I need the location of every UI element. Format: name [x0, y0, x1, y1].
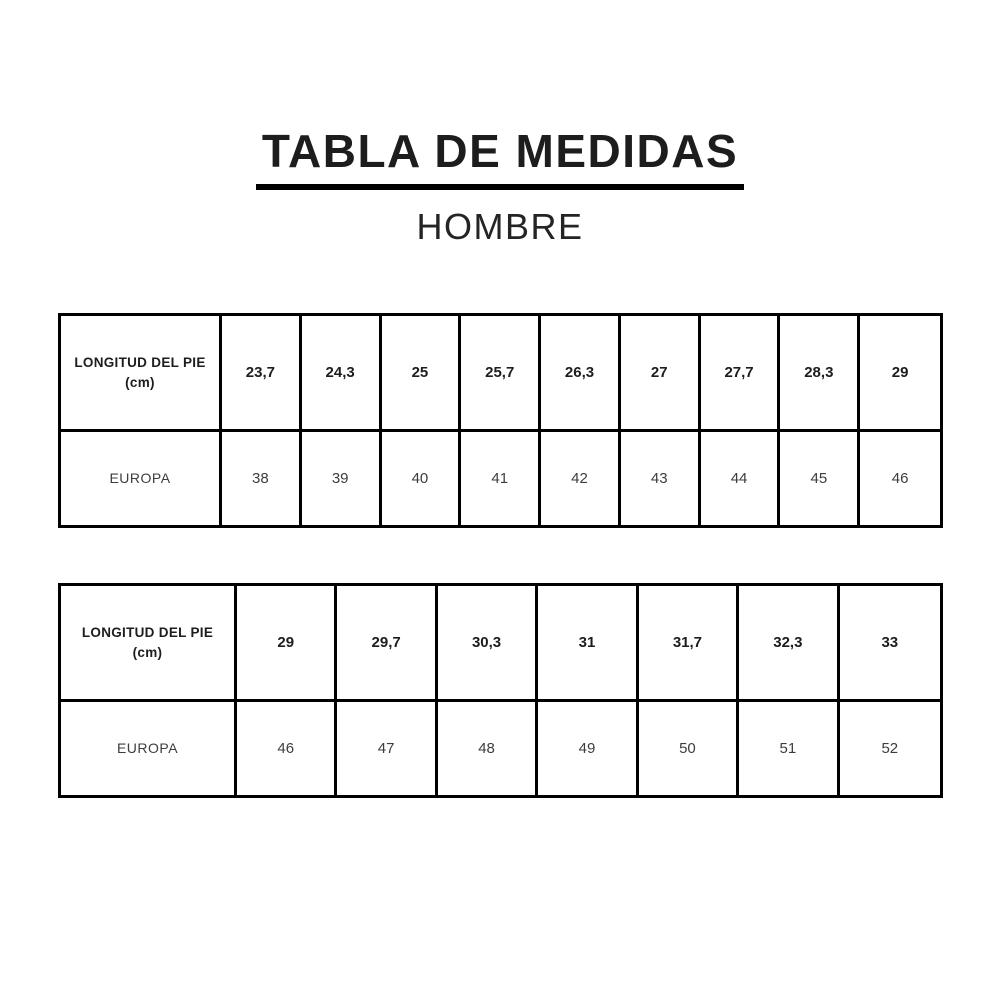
foot-length-value-cell: 27: [621, 316, 701, 432]
foot-length-value-cell: 33: [840, 586, 940, 702]
eu-size-value-cell: 39: [302, 432, 382, 525]
size-table-part-1: [58, 313, 943, 528]
eu-size-value-cell: 49: [538, 702, 638, 795]
foot-length-value-cell: 31: [538, 586, 638, 702]
eu-size-value-cell: 45: [780, 432, 860, 525]
foot-length-value-cell: 24,3: [302, 316, 382, 432]
foot-length-value-cell: 25: [382, 316, 462, 432]
eu-size-value-cell: 42: [541, 432, 621, 525]
eu-size-value-cell: 41: [461, 432, 541, 525]
eu-size-value-cell: 47: [337, 702, 437, 795]
foot-length-value-cell: 29,7: [337, 586, 437, 702]
eu-size-value-cell: 46: [891, 469, 909, 487]
foot-length-value-cell: 26,3: [541, 316, 621, 432]
foot-length-value-cell: 23,7: [222, 316, 302, 432]
foot-length-value-cell: 29: [237, 586, 337, 702]
row-label-cell: LONGITUD DEL PIE (cm): [61, 586, 237, 702]
eu-size-value-cell: 43: [621, 432, 701, 525]
row-label-cell: EUROPA: [61, 702, 237, 795]
foot-length-header-row: [61, 316, 940, 432]
foot-length-value-cell: 31,7: [639, 586, 739, 702]
eu-size-value-cell: 38: [222, 432, 302, 525]
page-subtitle: HOMBRE: [416, 205, 584, 247]
foot-length-header-row: [61, 586, 940, 702]
eu-size-value-cell: 52: [881, 739, 899, 757]
size-table-part-2: [58, 583, 943, 798]
row-label-cell: LONGITUD DEL PIE (cm): [61, 316, 222, 432]
title-block: [0, 126, 1000, 246]
eu-size-value-cell: 40: [382, 432, 462, 525]
eu-size-value-cell: 51: [739, 702, 839, 795]
eu-size-value-cell: 48: [438, 702, 538, 795]
page-title: TABLA DE MEDIDAS: [256, 126, 744, 190]
foot-length-value-cell: 25,7: [461, 316, 541, 432]
europe-size-row: [61, 432, 940, 525]
row-label-cell: EUROPA: [61, 432, 222, 525]
eu-size-value-cell: 46: [237, 702, 337, 795]
foot-length-value-cell: 27,7: [701, 316, 781, 432]
foot-length-value-cell: 32,3: [739, 586, 839, 702]
foot-length-value-cell: 30,3: [438, 586, 538, 702]
europe-size-row: [61, 702, 940, 795]
foot-length-value-cell: 28,3: [780, 316, 860, 432]
eu-size-value-cell: 50: [639, 702, 739, 795]
eu-size-value-cell: 44: [701, 432, 781, 525]
foot-length-value-cell: 29: [860, 316, 940, 432]
